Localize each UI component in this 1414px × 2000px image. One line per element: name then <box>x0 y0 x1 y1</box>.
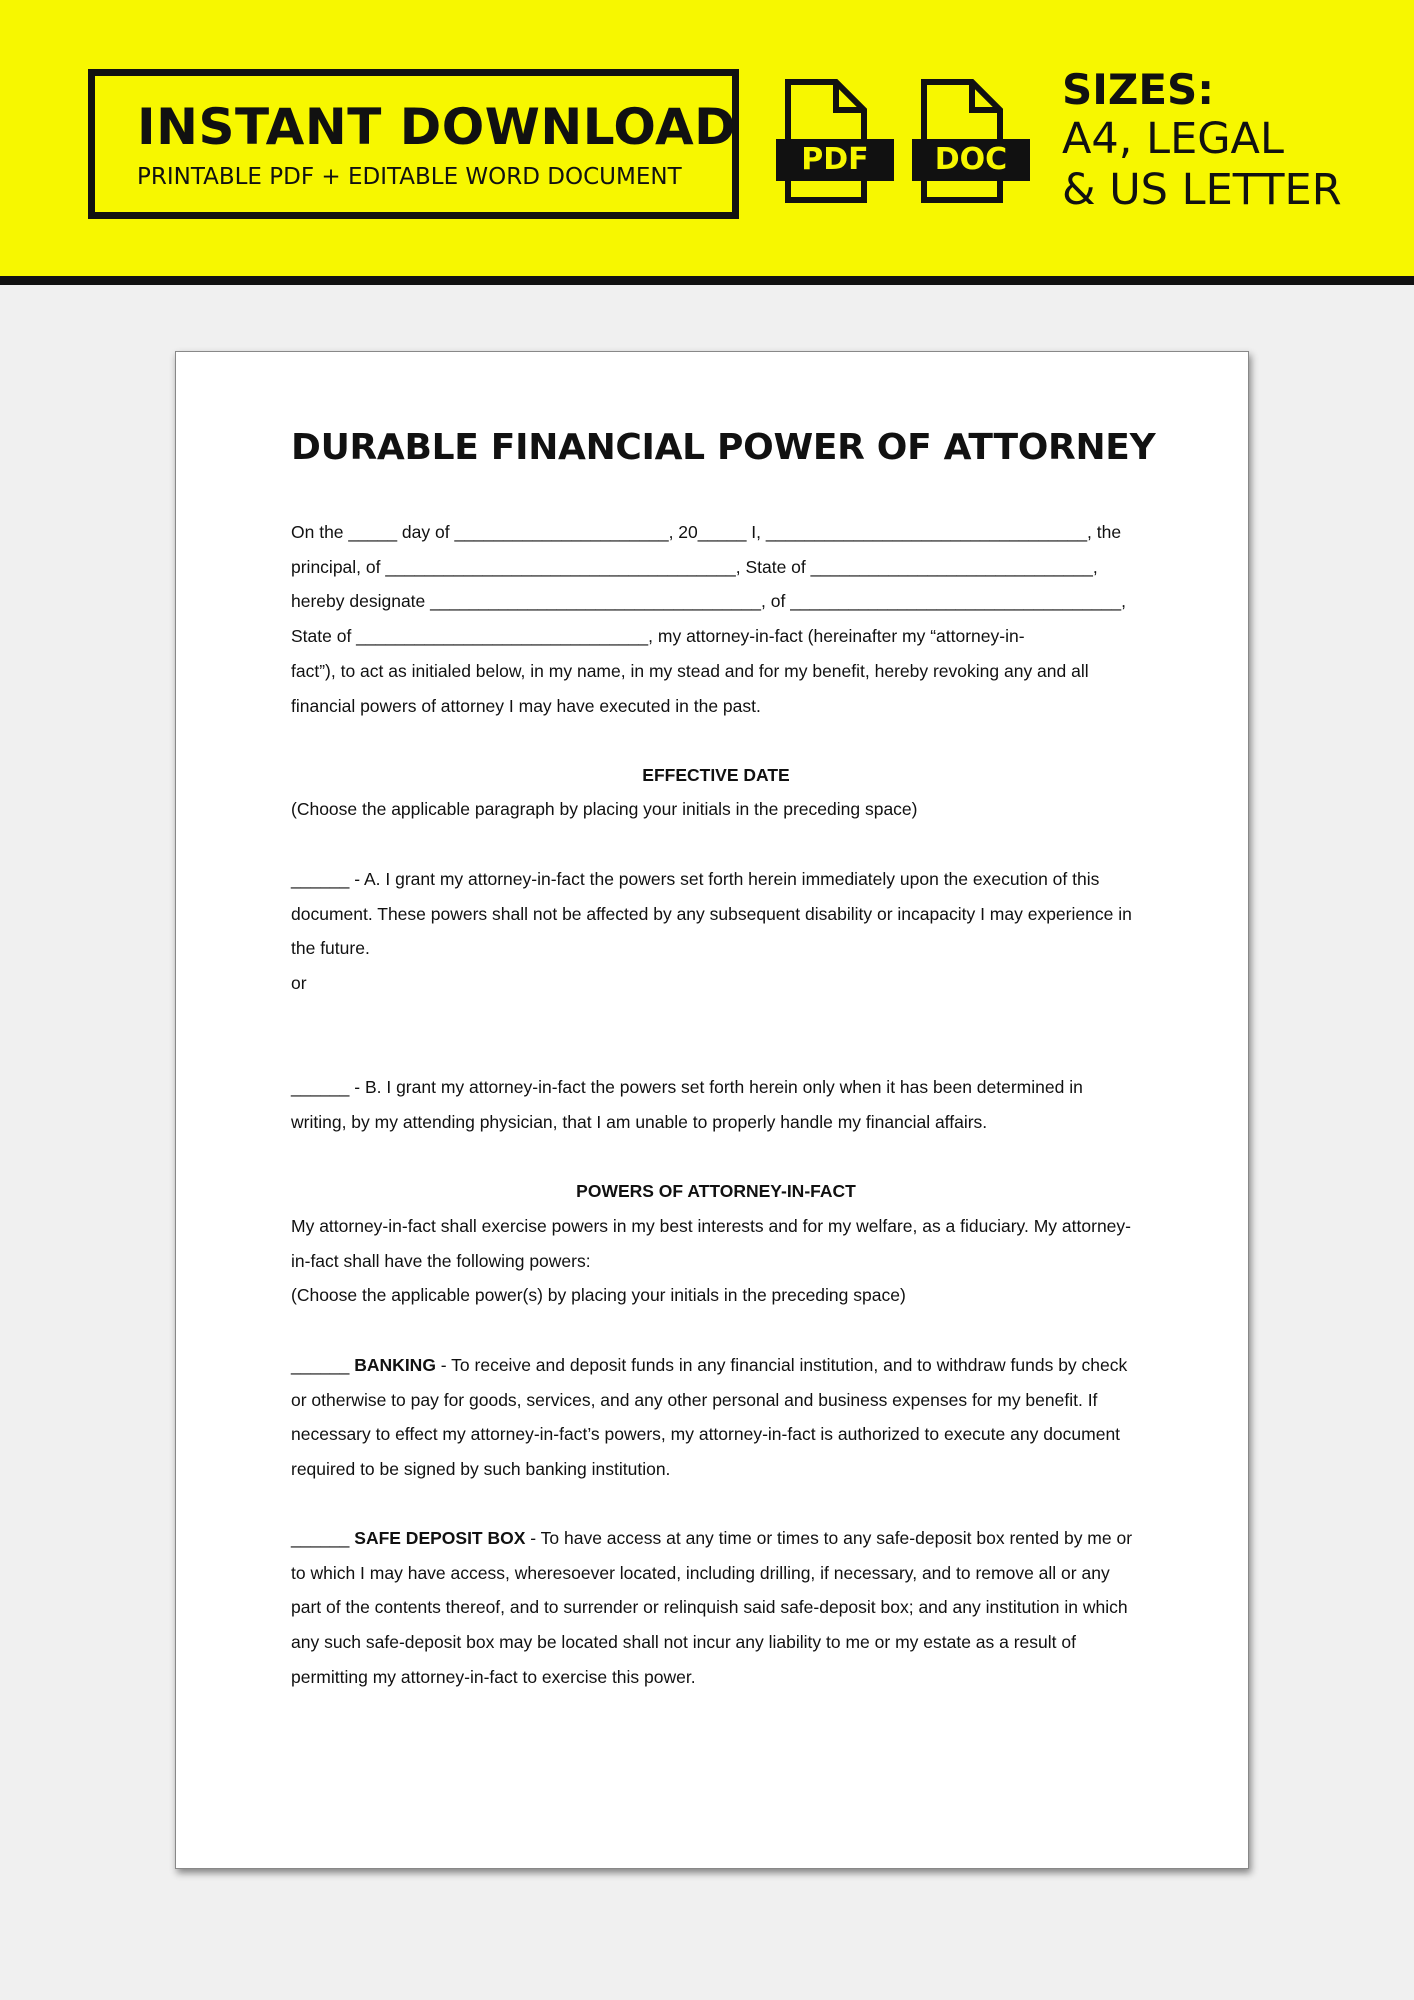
banking-label: BANKING <box>354 1355 436 1375</box>
option-b-paragraph: ______ - B. I grant my attorney-in-fact the powers set forth herein only when it has been determined in writing, by my attending physician, that I am unable to properly handle my financial affairs. <box>291 1077 1083 1132</box>
intro-line-4: State of ______________________________, my attorney-in-fact (hereinafter my “attorney-in- <box>291 626 1025 646</box>
doc-label: DOC <box>912 139 1030 181</box>
intro-line-2: principal, of ____________________________________, State of _____________________________, <box>291 557 1098 577</box>
instant-download-box <box>88 69 739 219</box>
doc-file-icon <box>912 79 1008 203</box>
powers-intro: My attorney-in-fact shall exercise powers in my best interests and for my welfare, as a fiduciary. My attorney-in-fact shall have the following powers: <box>291 1216 1131 1271</box>
banking-initials-blank: ______ <box>291 1355 355 1375</box>
or-text: or <box>291 973 307 993</box>
document-title: DURABLE FINANCIAL POWER OF ATTORNEY <box>291 427 1156 468</box>
pdf-file-icon <box>776 79 868 203</box>
promo-banner <box>0 0 1414 276</box>
safe-deposit-power-paragraph <box>291 1521 1141 1695</box>
intro-line-1: On the _____ day of ______________________, 20_____ I, _________________________________, the <box>291 522 1122 542</box>
sizes-heading: SIZES: <box>1062 65 1215 114</box>
sizes-line-2: & US LETTER <box>1062 165 1342 215</box>
safe-deposit-label: SAFE DEPOSIT BOX <box>354 1528 526 1548</box>
download-subtitle: PRINTABLE PDF + EDITABLE WORD DOCUMENT <box>137 164 682 190</box>
effective-date-heading: EFFECTIVE DATE <box>642 765 790 785</box>
document-page <box>175 351 1249 1869</box>
intro-line-3: hereby designate __________________________________, of __________________________________, <box>291 591 1126 611</box>
powers-heading: POWERS OF ATTORNEY-IN-FACT <box>576 1181 856 1201</box>
sizes-info <box>1062 66 1342 216</box>
option-a-paragraph: ______ - A. I grant my attorney-in-fact the powers set forth herein immediately upon the execution of this document. These powers shall not be affected by any subsequent disability or incapacity I may experience in the future. <box>291 869 1132 959</box>
safe-deposit-initials-blank: ______ <box>291 1528 355 1548</box>
powers-instruction: (Choose the applicable power(s) by placing your initials in the preceding space) <box>291 1285 906 1305</box>
effective-instruction: (Choose the applicable paragraph by placing your initials in the preceding space) <box>291 799 918 819</box>
pdf-label: PDF <box>776 139 894 181</box>
download-title: INSTANT DOWNLOAD <box>137 98 737 156</box>
sizes-line-1: A4, LEGAL <box>1062 114 1284 164</box>
safe-deposit-text: - To have access at any time or times to any safe-deposit box rented by me or to which I may have access, wheresoever located, including drilling, if necessary, and to remove all or any part of the contents thereof, and to surrender or relinquish said safe-deposit box; and any institution in which any such safe-deposit box may be located shall not incur any liability to me or my estate as a result of permitting my attorney-in-fact to exercise this power. <box>291 1528 1133 1687</box>
banner-divider <box>0 276 1414 285</box>
banking-power-paragraph <box>291 1348 1141 1487</box>
banking-text: - To receive and deposit funds in any financial institution, and to withdraw funds by check or otherwise to pay for goods, services, and any other personal and business expenses for my benefit. If necessary to effect my attorney-in-fact’s powers, my attorney-in-fact is authorized to execute any document required to be signed by such banking institution. <box>291 1355 1128 1480</box>
intro-rest: fact”), to act as initialed below, in my name, in my stead and for my benefit, hereby revoking any and all financial powers of attorney I may have executed in the past. <box>291 661 1089 716</box>
